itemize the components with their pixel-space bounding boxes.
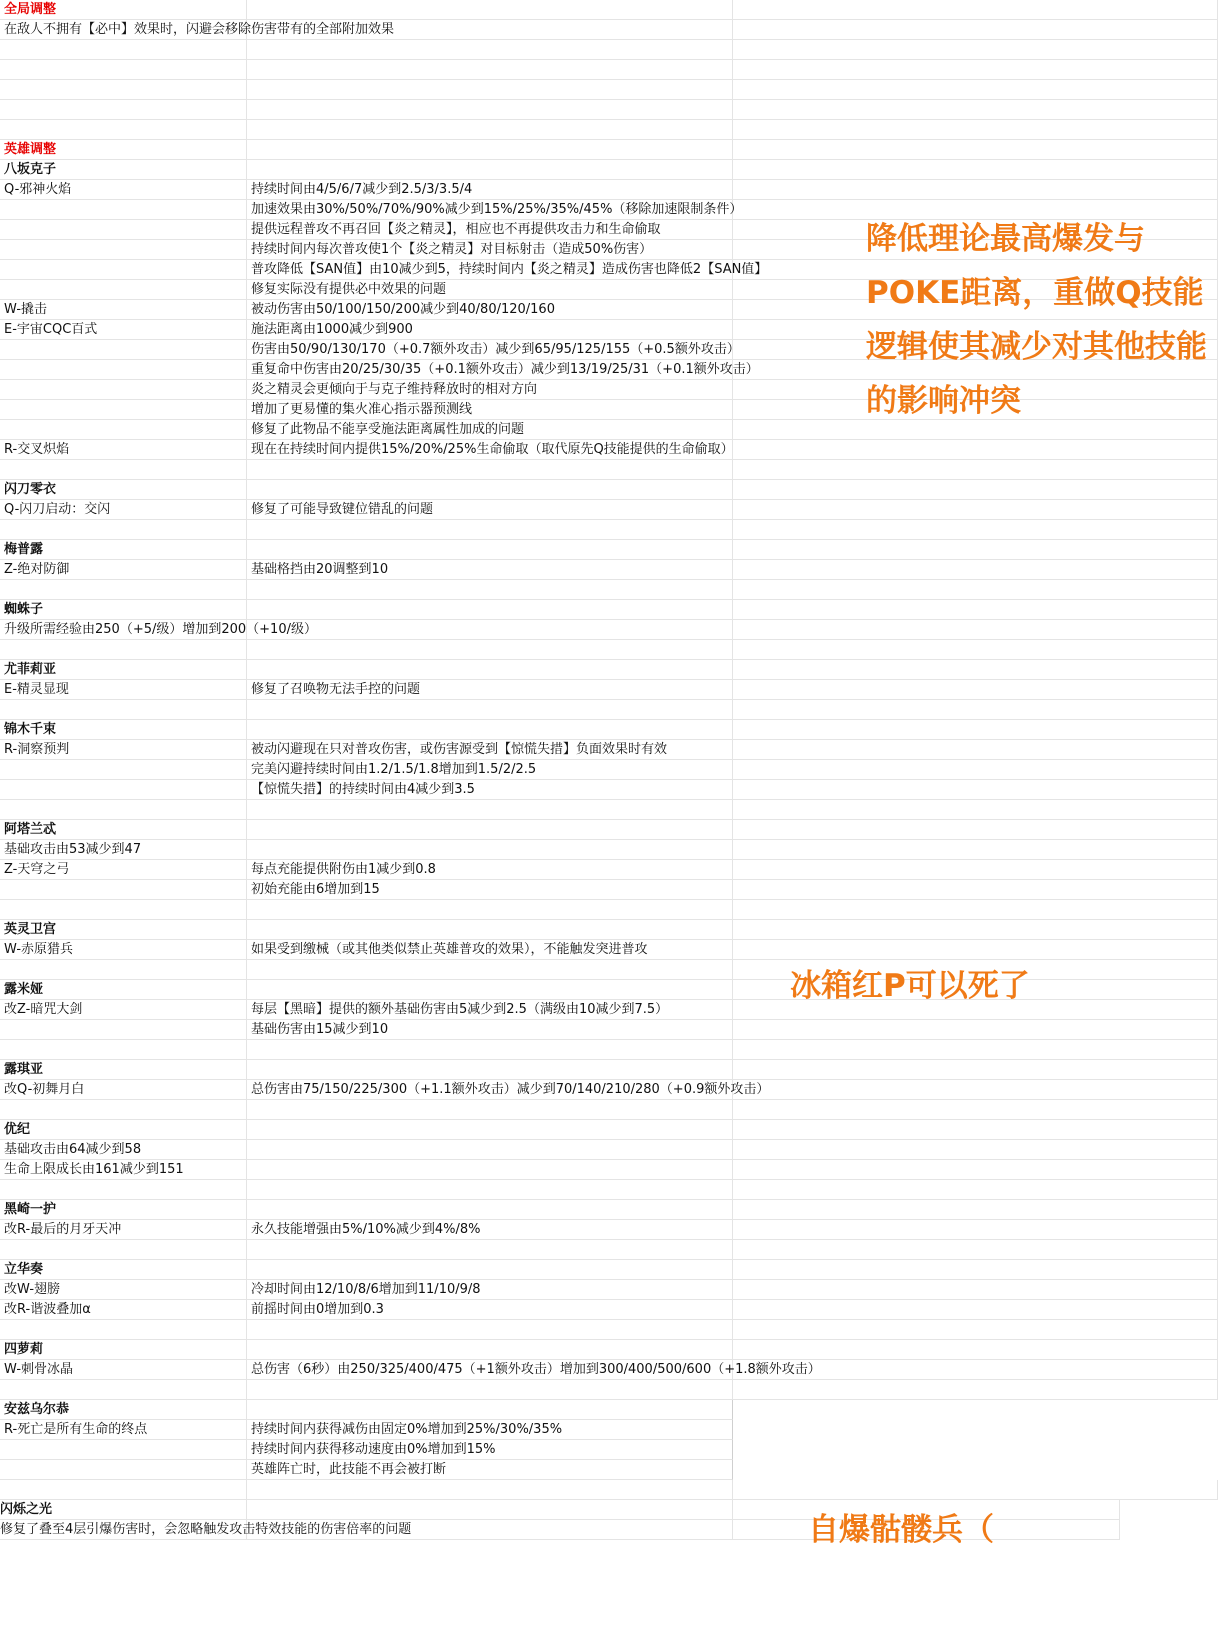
table-row bbox=[0, 1160, 1218, 1180]
cell-col1[interactable] bbox=[0, 1180, 247, 1200]
cell-col3[interactable] bbox=[733, 840, 1218, 860]
cell-col1[interactable] bbox=[0, 120, 247, 140]
cell-col2[interactable] bbox=[247, 1180, 733, 1200]
cell-col3[interactable] bbox=[733, 920, 1218, 940]
cell-col1[interactable]: 改Z-暗咒大剑 bbox=[0, 1000, 247, 1020]
cell-col2[interactable] bbox=[247, 1260, 733, 1280]
cell-col1[interactable] bbox=[0, 800, 247, 820]
cell-col2[interactable]: 总伤害（6秒）由250/325/400/475（+1额外攻击）增加到300/400/500/600（+1.8额外攻击） bbox=[247, 1360, 733, 1380]
cell-col1[interactable]: R-死亡是所有生命的终点 bbox=[0, 1420, 247, 1440]
cell-col1[interactable] bbox=[0, 1440, 247, 1460]
cell-col1[interactable]: 锦木千束 bbox=[0, 720, 247, 740]
cell-col2[interactable] bbox=[247, 580, 733, 600]
cell-col3[interactable] bbox=[733, 1080, 1218, 1100]
cell-col3[interactable] bbox=[733, 860, 1218, 880]
table-row bbox=[0, 60, 1218, 80]
cell-col3[interactable] bbox=[733, 1140, 1218, 1160]
cell-col3[interactable] bbox=[733, 940, 1218, 960]
cell-col2[interactable] bbox=[247, 1140, 733, 1160]
cell-col1[interactable] bbox=[0, 900, 247, 920]
table-row bbox=[0, 1360, 1218, 1380]
cell-col1[interactable]: 闪刀零衣 bbox=[0, 480, 247, 500]
cell-col3[interactable] bbox=[733, 540, 1218, 560]
table-row bbox=[0, 820, 1218, 840]
cell-col1[interactable] bbox=[0, 380, 247, 400]
table-row bbox=[0, 880, 1218, 900]
cell-col3[interactable] bbox=[733, 160, 1218, 180]
cell-col2[interactable] bbox=[247, 140, 733, 160]
cell-col3[interactable] bbox=[733, 80, 1218, 100]
cell-col2[interactable]: 炎之精灵会更倾向于与克子维持释放时的相对方向 bbox=[247, 380, 733, 400]
cell-col2[interactable]: 英雄阵亡时，此技能不再会被打断 bbox=[247, 1460, 733, 1480]
table-row bbox=[0, 660, 1218, 680]
cell-col2[interactable] bbox=[247, 100, 733, 120]
cell-col1[interactable] bbox=[0, 40, 247, 60]
cell-col2[interactable] bbox=[247, 0, 733, 20]
cell-col1[interactable] bbox=[0, 260, 247, 280]
cell-col1[interactable]: 生命上限成长由161减少到151 bbox=[0, 1160, 247, 1180]
cell-col2[interactable]: 每点充能提供附伤由1减少到0.8 bbox=[247, 860, 733, 880]
cell-col3[interactable] bbox=[733, 1040, 1218, 1060]
cell-col2[interactable] bbox=[247, 1320, 733, 1340]
cell-col1[interactable] bbox=[0, 340, 247, 360]
cell-col3[interactable] bbox=[733, 900, 1218, 920]
table-row bbox=[0, 1460, 1218, 1480]
cell-col2[interactable]: 总伤害由75/150/225/300（+1.1额外攻击）减少到70/140/210/280（+0.9额外攻击） bbox=[247, 1080, 733, 1100]
table-row bbox=[0, 180, 1218, 200]
cell-col2[interactable] bbox=[247, 40, 733, 60]
cell-col1[interactable]: Z-绝对防御 bbox=[0, 560, 247, 580]
cell-col3[interactable] bbox=[733, 640, 1218, 660]
table-row bbox=[0, 800, 1218, 820]
cell-col1[interactable] bbox=[0, 400, 247, 420]
table-row bbox=[0, 1340, 1218, 1360]
cell-col1[interactable]: 改W-翅膀 bbox=[0, 1280, 247, 1300]
cell-col1[interactable] bbox=[0, 1040, 247, 1060]
cell-col3[interactable] bbox=[733, 880, 1218, 900]
table-row bbox=[0, 1380, 1218, 1400]
table-row bbox=[0, 1240, 1218, 1260]
cell-col3[interactable] bbox=[733, 620, 1218, 640]
cell-col1[interactable]: 黑崎一护 bbox=[0, 1200, 247, 1220]
cell-col1[interactable]: 在敌人不拥有【必中】效果时，闪避会移除伤害带有的全部附加效果 bbox=[0, 20, 247, 40]
cell-col3[interactable] bbox=[733, 480, 1218, 500]
cell-col2[interactable] bbox=[247, 620, 733, 640]
table-row bbox=[0, 740, 1218, 760]
table-row bbox=[0, 440, 1218, 460]
cell-col2[interactable]: 被动闪避现在只对普攻伤害，或伤害源受到【惊慌失措】负面效果时有效 bbox=[247, 740, 733, 760]
cell-col1[interactable] bbox=[0, 640, 247, 660]
cell-col2[interactable]: 持续时间内获得移动速度由0%增加到15% bbox=[247, 1440, 733, 1460]
cell-col1[interactable]: W-刺骨冰晶 bbox=[0, 1360, 247, 1380]
table-row bbox=[0, 620, 1218, 640]
table-row bbox=[0, 600, 1218, 620]
cell-col1[interactable] bbox=[0, 280, 247, 300]
cell-col2[interactable] bbox=[247, 1120, 733, 1140]
cell-col2[interactable] bbox=[247, 1160, 733, 1180]
cell-col2[interactable]: 修复了此物品不能享受施法距离属性加成的问题 bbox=[247, 420, 733, 440]
cell-col3[interactable] bbox=[733, 820, 1218, 840]
cell-col3[interactable] bbox=[733, 560, 1218, 580]
cell-col2[interactable] bbox=[247, 640, 733, 660]
cell-col1[interactable]: 四萝莉 bbox=[0, 1340, 247, 1360]
annotation-burst-poke bbox=[866, 212, 1207, 428]
table-row bbox=[0, 1500, 1218, 1520]
cell-col1[interactable] bbox=[0, 200, 247, 220]
table-row bbox=[0, 940, 1218, 960]
cell-col1[interactable]: 阿塔兰忒 bbox=[0, 820, 247, 840]
annotation-line: 的影响冲突 bbox=[866, 383, 1021, 419]
cell-col2[interactable]: 加速效果由30%/50%/70%/90%减少到15%/25%/35%/45%（移除加速限制条件） bbox=[247, 200, 733, 220]
cell-col2[interactable]: 修复实际没有提供必中效果的问题 bbox=[247, 280, 733, 300]
cell-col2[interactable]: 【惊慌失措】的持续时间由4减少到3.5 bbox=[247, 780, 733, 800]
cell-col2[interactable] bbox=[247, 540, 733, 560]
table-row bbox=[0, 900, 1218, 920]
cell-col1[interactable]: 安兹乌尔恭 bbox=[0, 1400, 247, 1420]
cell-col3[interactable] bbox=[733, 1180, 1218, 1200]
cell-col1[interactable] bbox=[0, 100, 247, 120]
cell-col1[interactable] bbox=[0, 240, 247, 260]
cell-col2[interactable]: 持续时间由4/5/6/7减少到2.5/3/3.5/4 bbox=[247, 180, 733, 200]
cell-col3[interactable] bbox=[733, 780, 1218, 800]
cell-col1[interactable] bbox=[0, 80, 247, 100]
cell-col1[interactable]: 英雄调整 bbox=[0, 140, 247, 160]
cell-col2[interactable]: 基础格挡由20调整到10 bbox=[247, 560, 733, 580]
cell-col1[interactable]: 八坂克子 bbox=[0, 160, 247, 180]
table-row bbox=[0, 540, 1218, 560]
cell-col3[interactable] bbox=[733, 60, 1218, 80]
cell-col2[interactable] bbox=[247, 900, 733, 920]
cell-col1[interactable] bbox=[0, 580, 247, 600]
cell-col3[interactable] bbox=[733, 120, 1218, 140]
cell-col2[interactable]: 前摇时间由0增加到0.3 bbox=[247, 1300, 733, 1320]
cell-col2[interactable] bbox=[247, 800, 733, 820]
cell-col1[interactable]: E-宇宙CQC百式 bbox=[0, 320, 247, 340]
table-row bbox=[0, 520, 1218, 540]
table-row bbox=[0, 1220, 1218, 1240]
cell-col2[interactable] bbox=[247, 1500, 733, 1520]
cell-col2[interactable] bbox=[247, 660, 733, 680]
cell-col2[interactable] bbox=[247, 1340, 733, 1360]
cell-col3[interactable] bbox=[733, 40, 1218, 60]
cell-col1[interactable]: 改R-最后的月牙天冲 bbox=[0, 1220, 247, 1240]
cell-col2[interactable]: 冷却时间由12/10/8/6增加到11/10/9/8 bbox=[247, 1280, 733, 1300]
cell-col2[interactable] bbox=[247, 460, 733, 480]
cell-col2[interactable]: 持续时间内每次普攻使1个【炎之精灵】对目标射击（造成50%伤害） bbox=[247, 240, 733, 260]
cell-col3[interactable] bbox=[733, 1380, 1218, 1400]
table-row bbox=[0, 20, 1218, 40]
table-row bbox=[0, 860, 1218, 880]
cell-col1[interactable] bbox=[0, 880, 247, 900]
table-row bbox=[0, 500, 1218, 520]
cell-col3[interactable] bbox=[733, 1480, 1218, 1500]
cell-col1[interactable]: 闪烁之光 bbox=[0, 1500, 247, 1520]
cell-col1[interactable]: 升级所需经验由250（+5/级）增加到200（+10/级） bbox=[0, 620, 247, 640]
cell-col2[interactable] bbox=[247, 120, 733, 140]
cell-col2[interactable] bbox=[247, 1240, 733, 1260]
cell-col3[interactable] bbox=[733, 1100, 1218, 1120]
cell-col1[interactable] bbox=[0, 1100, 247, 1120]
cell-col2[interactable] bbox=[247, 840, 733, 860]
cell-col2[interactable] bbox=[247, 60, 733, 80]
cell-col2[interactable] bbox=[247, 1400, 733, 1420]
cell-col2[interactable]: 每层【黑暗】提供的额外基础伤害由5减少到2.5（满级由10减少到7.5） bbox=[247, 1000, 733, 1020]
cell-col1[interactable]: 优纪 bbox=[0, 1120, 247, 1140]
cell-col1[interactable]: R-交叉炽焰 bbox=[0, 440, 247, 460]
table-row bbox=[0, 1280, 1218, 1300]
cell-col1[interactable] bbox=[0, 1320, 247, 1340]
cell-col1[interactable]: 露琪亚 bbox=[0, 1060, 247, 1080]
cell-col1[interactable]: 基础攻击由53减少到47 bbox=[0, 840, 247, 860]
table-row bbox=[0, 580, 1218, 600]
cell-col2[interactable] bbox=[247, 820, 733, 840]
table-row bbox=[0, 1400, 1218, 1420]
cell-col1[interactable] bbox=[0, 460, 247, 480]
cell-col3[interactable] bbox=[733, 1360, 1218, 1380]
cell-col3[interactable] bbox=[733, 1280, 1218, 1300]
table-row bbox=[0, 1420, 1218, 1440]
cell-col3[interactable] bbox=[733, 760, 1218, 780]
cell-col2[interactable]: 持续时间内获得减伤由固定0%增加到25%/30%/35% bbox=[247, 1420, 733, 1440]
table-row bbox=[0, 460, 1218, 480]
table-row bbox=[0, 120, 1218, 140]
cell-col3[interactable] bbox=[733, 1160, 1218, 1180]
cell-col3[interactable] bbox=[733, 1260, 1218, 1280]
table-row bbox=[0, 1180, 1218, 1200]
cell-col3[interactable] bbox=[733, 700, 1218, 720]
cell-col3[interactable] bbox=[733, 740, 1218, 760]
cell-col2[interactable] bbox=[247, 80, 733, 100]
cell-col2[interactable] bbox=[247, 920, 733, 940]
table-row bbox=[0, 1200, 1218, 1220]
cell-col2[interactable]: 被动伤害由50/100/150/200减少到40/80/120/160 bbox=[247, 300, 733, 320]
cell-col1[interactable] bbox=[0, 1020, 247, 1040]
cell-col3[interactable] bbox=[733, 1300, 1218, 1320]
cell-col1[interactable] bbox=[0, 1380, 247, 1400]
cell-col3[interactable] bbox=[733, 1020, 1218, 1040]
table-row bbox=[0, 1040, 1218, 1060]
cell-col1[interactable]: Z-天穹之弓 bbox=[0, 860, 247, 880]
cell-col2[interactable]: 重复命中伤害由20/25/30/35（+0.1额外攻击）减少到13/19/25/31（+0.1额外攻击） bbox=[247, 360, 733, 380]
annotation-skeleton: 自爆骷髅兵（ bbox=[808, 1512, 994, 1548]
cell-col3[interactable] bbox=[733, 660, 1218, 680]
table-row bbox=[0, 1440, 1218, 1460]
table-row bbox=[0, 1020, 1218, 1040]
cell-col1[interactable] bbox=[0, 760, 247, 780]
cell-col2[interactable] bbox=[247, 1200, 733, 1220]
cell-col1[interactable]: 梅普露 bbox=[0, 540, 247, 560]
cell-col2[interactable]: 基础伤害由15减少到10 bbox=[247, 1020, 733, 1040]
cell-col3[interactable] bbox=[733, 720, 1218, 740]
annotation-line: 降低理论最高爆发与 bbox=[866, 221, 1145, 257]
table-row bbox=[0, 480, 1218, 500]
cell-col3[interactable] bbox=[733, 140, 1218, 160]
cell-col3[interactable] bbox=[733, 1120, 1218, 1140]
cell-col2[interactable] bbox=[247, 1380, 733, 1400]
cell-col3[interactable] bbox=[733, 1220, 1218, 1240]
cell-col3[interactable] bbox=[733, 1320, 1218, 1340]
cell-col2[interactable] bbox=[247, 980, 733, 1000]
cell-col1[interactable] bbox=[0, 360, 247, 380]
cell-col1[interactable]: R-洞察预判 bbox=[0, 740, 247, 760]
cell-col2[interactable]: 完美闪避持续时间由1.2/1.5/1.8增加到1.5/2/2.5 bbox=[247, 760, 733, 780]
cell-col2[interactable]: 现在在持续时间内提供15%/20%/25%生命偷取（取代原先Q技能提供的生命偷取） bbox=[247, 440, 733, 460]
cell-col2[interactable] bbox=[247, 1040, 733, 1060]
cell-col3[interactable] bbox=[733, 460, 1218, 480]
table-row bbox=[0, 1000, 1218, 1020]
table-row bbox=[0, 100, 1218, 120]
table-row bbox=[0, 80, 1218, 100]
cell-col1[interactable] bbox=[0, 60, 247, 80]
cell-col2[interactable] bbox=[247, 160, 733, 180]
table-row bbox=[0, 780, 1218, 800]
cell-col3[interactable] bbox=[733, 1060, 1218, 1080]
cell-col1[interactable]: 改Q-初舞月白 bbox=[0, 1080, 247, 1100]
cell-col2[interactable]: 施法距离由1000减少到900 bbox=[247, 320, 733, 340]
table-row bbox=[0, 140, 1218, 160]
cell-col2[interactable]: 提供远程普攻不再召回【炎之精灵】，相应也不再提供攻击力和生命偷取 bbox=[247, 220, 733, 240]
cell-col1[interactable] bbox=[0, 1480, 247, 1500]
table-row bbox=[0, 1080, 1218, 1100]
cell-col1[interactable] bbox=[0, 1460, 247, 1480]
table-row bbox=[0, 560, 1218, 580]
table-row bbox=[0, 960, 1218, 980]
cell-col2[interactable]: 修复了召唤物无法手控的问题 bbox=[247, 680, 733, 700]
cell-col3[interactable] bbox=[733, 520, 1218, 540]
table-row bbox=[0, 760, 1218, 780]
cell-col3[interactable] bbox=[733, 100, 1218, 120]
cell-col2[interactable]: 修复了可能导致键位错乱的问题 bbox=[247, 500, 733, 520]
table-row bbox=[0, 980, 1218, 1000]
table-row bbox=[0, 1300, 1218, 1320]
cell-col1[interactable] bbox=[0, 1240, 247, 1260]
cell-col3[interactable] bbox=[733, 180, 1218, 200]
cell-col2[interactable] bbox=[247, 480, 733, 500]
table-row bbox=[0, 840, 1218, 860]
table-row bbox=[0, 640, 1218, 660]
cell-col1[interactable]: E-精灵显现 bbox=[0, 680, 247, 700]
cell-col2[interactable] bbox=[247, 720, 733, 740]
cell-col2[interactable]: 增加了更易懂的集火准心指示器预测线 bbox=[247, 400, 733, 420]
cell-col1[interactable]: 立华奏 bbox=[0, 1260, 247, 1280]
cell-col2[interactable] bbox=[247, 700, 733, 720]
cell-col3[interactable] bbox=[733, 600, 1218, 620]
cell-col1[interactable] bbox=[0, 420, 247, 440]
cell-col1[interactable] bbox=[0, 520, 247, 540]
cell-col2[interactable]: 伤害由50/90/130/170（+0.7额外攻击）减少到65/95/125/155（+0.5额外攻击） bbox=[247, 340, 733, 360]
cell-col1[interactable]: 基础攻击由64减少到58 bbox=[0, 1140, 247, 1160]
cell-col1[interactable]: 修复了叠至4层引爆伤害时，会忽略触发攻击特效技能的伤害倍率的问题 bbox=[0, 1520, 247, 1540]
cell-col3[interactable] bbox=[733, 0, 1218, 20]
cell-col1[interactable] bbox=[0, 700, 247, 720]
cell-col2[interactable]: 如果受到缴械（或其他类似禁止英雄普攻的效果），不能触发突进普攻 bbox=[247, 940, 733, 960]
cell-col1[interactable] bbox=[0, 220, 247, 240]
table-row bbox=[0, 1100, 1218, 1120]
annotation-line: 逻辑使其减少对其他技能 bbox=[866, 329, 1207, 365]
table-row bbox=[0, 0, 1218, 20]
cell-col2[interactable] bbox=[247, 1060, 733, 1080]
cell-col1[interactable]: W-撬击 bbox=[0, 300, 247, 320]
annotation-fridge: 冰箱红P可以死了 bbox=[790, 968, 1030, 1004]
cell-col2[interactable]: 初始充能由6增加到15 bbox=[247, 880, 733, 900]
cell-col1[interactable]: Q-闪刀启动：交闪 bbox=[0, 500, 247, 520]
cell-col3[interactable] bbox=[733, 580, 1218, 600]
cell-col1[interactable]: 露米娅 bbox=[0, 980, 247, 1000]
cell-col2[interactable] bbox=[247, 600, 733, 620]
table-row bbox=[0, 40, 1218, 60]
table-row bbox=[0, 1320, 1218, 1340]
cell-col3[interactable] bbox=[733, 680, 1218, 700]
table-row bbox=[0, 1140, 1218, 1160]
cell-col2[interactable] bbox=[247, 1480, 733, 1500]
cell-col3[interactable] bbox=[733, 1340, 1218, 1360]
cell-col1[interactable]: 改R-谐波叠加α bbox=[0, 1300, 247, 1320]
cell-col3[interactable] bbox=[733, 1200, 1218, 1220]
table-row bbox=[0, 920, 1218, 940]
table-row bbox=[0, 720, 1218, 740]
table-row bbox=[0, 1260, 1218, 1280]
cell-col1[interactable]: Q-邪神火焰 bbox=[0, 180, 247, 200]
cell-col1[interactable]: 英灵卫宫 bbox=[0, 920, 247, 940]
table-row bbox=[0, 680, 1218, 700]
cell-col1[interactable] bbox=[0, 960, 247, 980]
cell-col1[interactable] bbox=[0, 780, 247, 800]
cell-col1[interactable]: 尤菲莉亚 bbox=[0, 660, 247, 680]
cell-col2[interactable] bbox=[247, 1100, 733, 1120]
table-row bbox=[0, 1520, 1218, 1540]
cell-col3[interactable] bbox=[733, 1240, 1218, 1260]
cell-col2[interactable] bbox=[247, 520, 733, 540]
table-row bbox=[0, 1480, 1218, 1500]
cell-col2[interactable]: 永久技能增强由5%/10%减少到4%/8% bbox=[247, 1220, 733, 1240]
cell-col3[interactable] bbox=[733, 20, 1218, 40]
cell-col2[interactable] bbox=[247, 960, 733, 980]
table-row bbox=[0, 700, 1218, 720]
cell-col1[interactable]: W-赤原猎兵 bbox=[0, 940, 247, 960]
cell-col1[interactable]: 蜘蛛子 bbox=[0, 600, 247, 620]
cell-col3[interactable] bbox=[733, 440, 1218, 460]
table-row bbox=[0, 1060, 1218, 1080]
annotation-line: POKE距离，重做Q技能 bbox=[866, 275, 1204, 311]
cell-col3[interactable] bbox=[733, 800, 1218, 820]
table-row bbox=[0, 1120, 1218, 1140]
cell-col2[interactable]: 普攻降低【SAN值】由10减少到5，持续时间内【炎之精灵】造成伤害也降低2【SAN值】 bbox=[247, 260, 733, 280]
cell-col3[interactable] bbox=[733, 500, 1218, 520]
table-row bbox=[0, 160, 1218, 180]
cell-col1[interactable]: 全局调整 bbox=[0, 0, 247, 20]
